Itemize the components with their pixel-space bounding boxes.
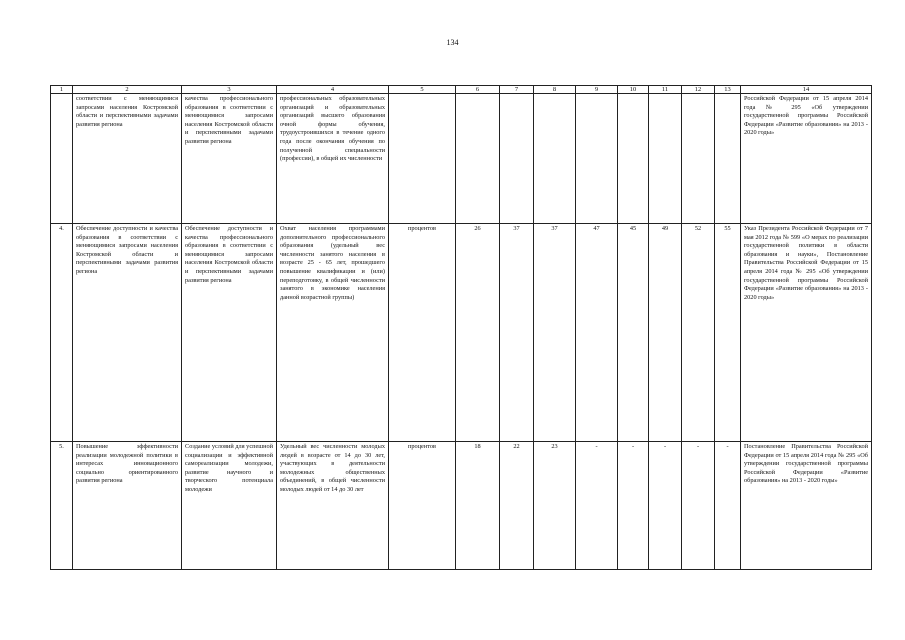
column-header: 10 <box>618 86 649 94</box>
row-number: 5. <box>51 442 73 570</box>
task-cell: Обеспечение доступности и качества профессионального образования в соответствии с меняющимися запросами населения Костромской области и перспективными задачами развития региона <box>182 224 277 442</box>
value-cell: 52 <box>682 224 715 442</box>
table-row <box>51 94 872 224</box>
indicators-table <box>50 85 872 570</box>
column-header: 11 <box>649 86 682 94</box>
value-cell: 47 <box>576 224 618 442</box>
indicator-cell: Охват населения программами дополнительного профессионального образования (удельный вес численности занятого населения в возрасте 25 - 65 лет, прошедшего повышение квалификации и (или) переподготовку, в общей численности занятого в экономике населения данной возрастной группы) <box>277 224 389 442</box>
column-header: 14 <box>741 86 872 94</box>
indicator-cell: профессиональных образовательных организаций и образовательных организаций высшего образования очной формы обучения, трудоустроившихся в течение одного года после окончания обучения по полученной специальности (профессии), в общей их численности <box>277 94 389 224</box>
column-header: 7 <box>500 86 534 94</box>
value-cell <box>534 94 576 224</box>
value-cell: 37 <box>500 224 534 442</box>
column-header: 12 <box>682 86 715 94</box>
row-number <box>51 94 73 224</box>
value-cell: - <box>715 442 741 570</box>
column-header: 2 <box>73 86 182 94</box>
goal-cell: Обеспечение доступности и качества образования в соответствии с меняющимися запросами населения Костромской области и перспективными задачами развития региона <box>73 224 182 442</box>
column-header: 5 <box>389 86 456 94</box>
column-header: 9 <box>576 86 618 94</box>
value-cell <box>649 94 682 224</box>
column-header: 1 <box>51 86 73 94</box>
source-cell: Постановление Правительства Российской Федерации от 15 апреля 2014 года № 295 «Об утверждении государственной программы Российской Федерации «Развитие образования» на 2013 - 2020 годы» <box>741 442 872 570</box>
source-cell: Указ Президента Российской Федерации от 7 мая 2012 года № 599 «О мерах по реализации государственной политики в области образования и науки», Постановление Правительства Российской Федерации от 15 апреля 2014 года № 295 «Об утверждении государственной программы Российской Федерации «Развитие образования» на 2013 - 2020 годы» <box>741 224 872 442</box>
column-header: 8 <box>534 86 576 94</box>
unit-cell <box>389 94 456 224</box>
indicator-cell: Удельный вес численности молодых людей в возрасте от 14 до 30 лет, участвующих в деятельности молодежных общественных объединений, в общей численности молодых людей от 14 до 30 лет <box>277 442 389 570</box>
value-cell: 45 <box>618 224 649 442</box>
task-cell: Создание условий для успешной социализации и эффективной самореализации молодежи, развитие научного и творческого потенциала молодежи <box>182 442 277 570</box>
value-cell <box>456 94 500 224</box>
value-cell: - <box>682 442 715 570</box>
table-row <box>51 224 872 442</box>
row-number: 4. <box>51 224 73 442</box>
value-cell: 23 <box>534 442 576 570</box>
value-cell: 18 <box>456 442 500 570</box>
value-cell: - <box>618 442 649 570</box>
unit-cell: процентов <box>389 224 456 442</box>
value-cell: 37 <box>534 224 576 442</box>
value-cell: 22 <box>500 442 534 570</box>
goal-cell: соответствии с меняющимися запросами населения Костромской области и перспективными задачами развития региона <box>73 94 182 224</box>
table-row <box>51 442 872 570</box>
page-number: 134 <box>446 38 459 47</box>
value-cell: 55 <box>715 224 741 442</box>
column-header: 13 <box>715 86 741 94</box>
unit-cell: процентов <box>389 442 456 570</box>
source-cell: Российской Федерации от 15 апреля 2014 года № 295 «Об утверждении государственной программы Российской Федерации «Развитие образования» на 2013 - 2020 годы» <box>741 94 872 224</box>
column-header: 3 <box>182 86 277 94</box>
goal-cell: Повышение эффективности реализации молодежной политики в интересах инновационного социально ориентированного развития региона <box>73 442 182 570</box>
value-cell <box>618 94 649 224</box>
value-cell <box>500 94 534 224</box>
value-cell <box>682 94 715 224</box>
value-cell: 49 <box>649 224 682 442</box>
value-cell: - <box>576 442 618 570</box>
column-header: 4 <box>277 86 389 94</box>
value-cell <box>576 94 618 224</box>
value-cell: - <box>649 442 682 570</box>
column-number-row <box>51 86 872 94</box>
value-cell: 26 <box>456 224 500 442</box>
column-header: 6 <box>456 86 500 94</box>
task-cell: качества профессионального образования в соответствии с меняющимися запросами населения Костромской области и перспективными задачами развития региона <box>182 94 277 224</box>
value-cell <box>715 94 741 224</box>
